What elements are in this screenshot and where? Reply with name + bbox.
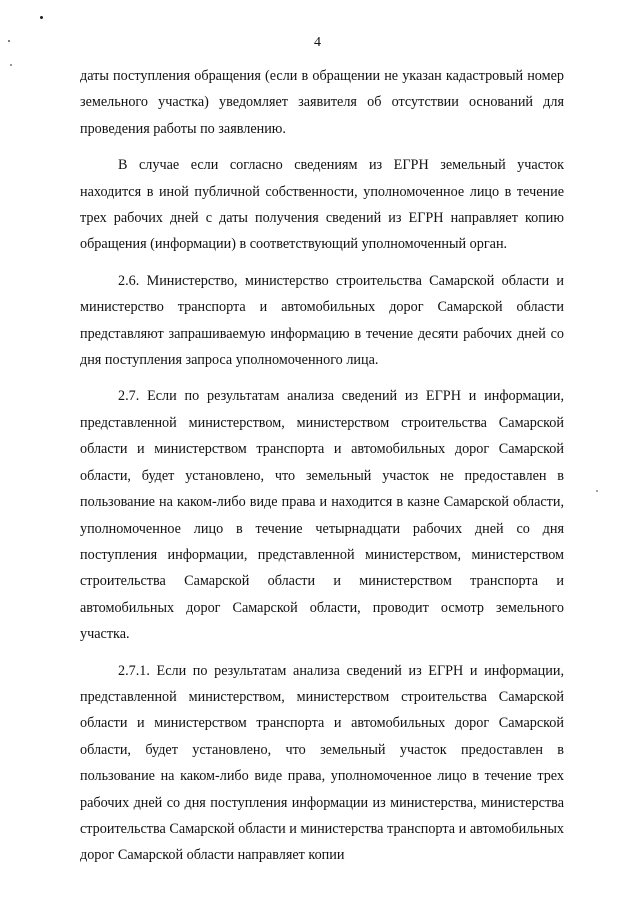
document-body <box>80 63 564 869</box>
paragraph-public-ownership: В случае если согласно сведениям из ЕГРН земельный участок находится в иной публичной собственности, уполномоченное лицо в течение трех рабочих дней с даты получения сведений из ЕГРН направляет копию обращения (информации) в соответствующий уполномоченный орган. <box>80 157 564 253</box>
scan-artifact-dot <box>10 64 12 66</box>
paragraph-2-7: 2.7. Если по результатам анализа сведений из ЕГРН и информации, представленной министерством, министерством строительства Самарской области и министерством транспорта и автомобильных дорог Самарской области, будет установлено, что земельный участок не предоставлен в пользование на каком-либо виде права и находится в казне Самарской области, уполномоченное лицо в течение четырнадцати рабочих дней со дня поступления информации, представленной министерством, министерством строительства Самарской области и министерством транспорта и автомобильных дорог Самарской области, проводит осмотр земельного участка. <box>80 388 564 643</box>
paragraph-continuation: даты поступления обращения (если в обращении не указан кадастровый номер земельного участка) уведомляет заявителя об отсутствии оснований для проведения работы по заявлению. <box>80 68 564 137</box>
scan-artifact-dot <box>40 16 43 19</box>
page-number: 4 <box>314 35 321 50</box>
scan-artifact-dot <box>596 490 598 492</box>
paragraph-2-7-1: 2.7.1. Если по результатам анализа сведений из ЕГРН и информации, представленной министерством, министерством строительства Самарской области и министерством транспорта и автомобильных дорог Самарской области, будет установлено, что земельный участок предоставлен в пользование на каком-либо виде права, уполномоченное лицо в течение трех рабочих дней со дня поступления информации из министерства, министерства строительства Самарской области и министерства транспорта и автомобильных дорог Самарской области направляет копии <box>80 662 564 864</box>
paragraph-2-6: 2.6. Министерство, министерство строительства Самарской области и министерство транспорта и автомобильных дорог Самарской области представляют запрашиваемую информацию в течение десяти рабочих дней со дня поступления запроса уполномоченного лица. <box>80 272 564 369</box>
